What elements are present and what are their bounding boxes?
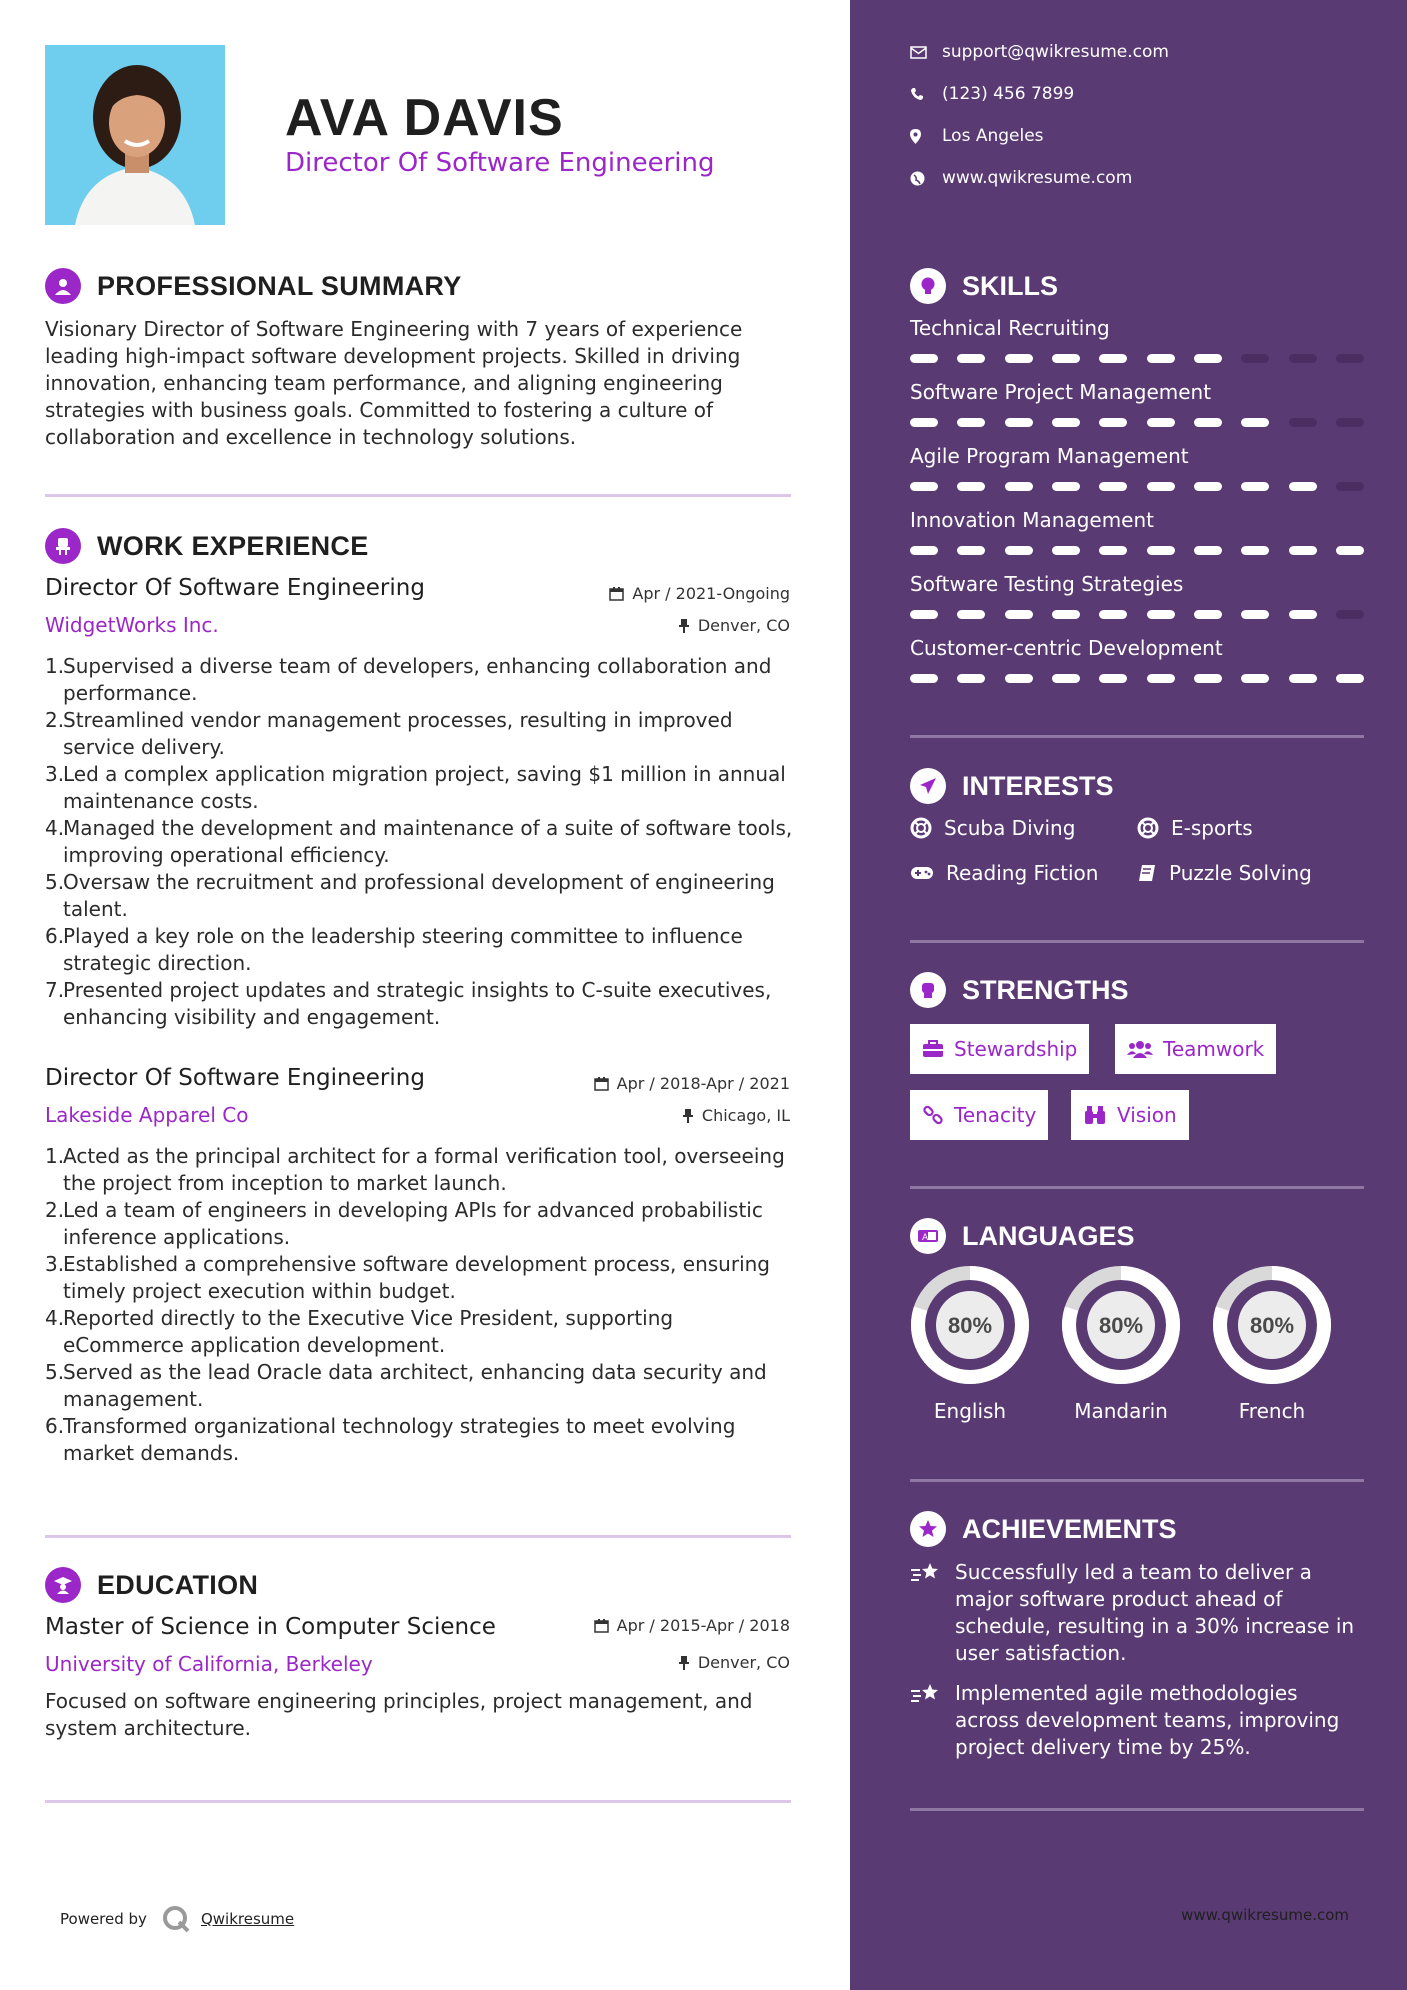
skill-level-dot bbox=[957, 482, 985, 491]
skill-level-dot bbox=[1052, 354, 1080, 363]
pin-icon bbox=[678, 1655, 690, 1670]
strength-badge: Tenacity bbox=[910, 1090, 1048, 1140]
skill-level-dot bbox=[1052, 482, 1080, 491]
powered-by-text: Powered by bbox=[60, 1910, 147, 1928]
skill-label: Innovation Management bbox=[910, 508, 1154, 532]
company-name: WidgetWorks Inc. bbox=[45, 613, 219, 637]
skill-level-dot bbox=[1241, 674, 1269, 683]
strengths-header bbox=[910, 972, 1129, 1008]
interests-heading: INTERESTS bbox=[962, 770, 1114, 801]
contact-email-text: support@qwikresume.com bbox=[942, 42, 1169, 62]
link-icon bbox=[922, 1104, 944, 1126]
list-item: 4. Reported directly to the Executive Vice President, supporting eCommerce application development. bbox=[45, 1306, 674, 1357]
skill-level-dot bbox=[1241, 610, 1269, 619]
skill-level-dot bbox=[1241, 418, 1269, 427]
school-name: University of California, Berkeley bbox=[45, 1652, 373, 1676]
skill-level-dot bbox=[1241, 354, 1269, 363]
language-percent: 80% bbox=[1249, 1313, 1295, 1338]
skill-level-dot bbox=[1289, 354, 1317, 363]
list-item: 3. Led a complex application migration project, saving $1 million in annual maintenance costs. bbox=[45, 762, 786, 813]
interest-item: Reading Fiction bbox=[910, 861, 1098, 885]
skill-level-dot bbox=[957, 418, 985, 427]
strength-badge: Stewardship bbox=[910, 1024, 1089, 1074]
shooting-star-icon bbox=[910, 1682, 942, 1706]
skill-label: Software Testing Strategies bbox=[910, 572, 1184, 596]
pin-icon bbox=[682, 1108, 694, 1123]
footer-site[interactable]: www.qwikresume.com bbox=[1181, 1906, 1349, 1924]
job-date-text: Apr / 2018-Apr / 2021 bbox=[616, 1074, 790, 1093]
skill-level-meter bbox=[910, 610, 1364, 619]
language-proficiency-ring bbox=[908, 1263, 1032, 1387]
list-item: 1. Acted as the principal architect for a formal verification tool, overseeing the project from inception to market launch. bbox=[45, 1144, 785, 1195]
job-location-text: Denver, CO bbox=[697, 616, 790, 635]
skill-item bbox=[910, 508, 1364, 555]
skill-level-dot bbox=[1336, 546, 1364, 555]
education-location-text: Denver, CO bbox=[697, 1653, 790, 1672]
divider bbox=[910, 735, 1364, 738]
skill-level-dot bbox=[1147, 482, 1175, 491]
contact-website-text: www.qwikresume.com bbox=[942, 168, 1133, 188]
skill-level-dot bbox=[1336, 674, 1364, 683]
language-percent: 80% bbox=[1098, 1313, 1144, 1338]
skill-level-dot bbox=[1099, 674, 1127, 683]
skill-level-dot bbox=[1194, 610, 1222, 619]
language-item bbox=[1210, 1263, 1334, 1423]
skill-level-dot bbox=[1005, 482, 1033, 491]
skill-level-dot bbox=[1194, 674, 1222, 683]
list-item: 2. Streamlined vendor management processes, resulting in improved service delivery. bbox=[45, 708, 733, 759]
skill-level-dot bbox=[1052, 418, 1080, 427]
skill-item bbox=[910, 380, 1364, 427]
job-location bbox=[678, 616, 790, 635]
envelope-icon bbox=[910, 46, 927, 59]
language-item bbox=[908, 1263, 1032, 1423]
interest-item: Puzzle Solving bbox=[1137, 861, 1312, 885]
language-proficiency-ring bbox=[1059, 1263, 1183, 1387]
skills-header bbox=[910, 268, 1058, 304]
shooting-star-icon bbox=[910, 1561, 942, 1585]
education-date-text: Apr / 2015-Apr / 2018 bbox=[616, 1616, 790, 1635]
skill-level-dot bbox=[1336, 418, 1364, 427]
powered-by bbox=[60, 1904, 294, 1934]
interests-header bbox=[910, 768, 1114, 804]
sidebar bbox=[850, 0, 1407, 1990]
skill-item bbox=[910, 636, 1364, 683]
skill-item bbox=[910, 316, 1364, 363]
divider bbox=[910, 1479, 1364, 1482]
list-item: 2. Led a team of engineers in developing APIs for advanced probabilistic inference applications. bbox=[45, 1198, 763, 1249]
job-location-text: Chicago, IL bbox=[701, 1106, 790, 1125]
skill-level-dot bbox=[1194, 546, 1222, 555]
skill-level-dot bbox=[1099, 610, 1127, 619]
life-ring-icon bbox=[910, 817, 932, 839]
interest-item: Scuba Diving bbox=[910, 816, 1075, 840]
language-label: Mandarin bbox=[1074, 1399, 1168, 1423]
skill-label: Technical Recruiting bbox=[910, 316, 1110, 340]
fist-icon bbox=[910, 972, 946, 1008]
strengths-heading: STRENGTHS bbox=[962, 974, 1129, 1005]
divider bbox=[45, 1800, 791, 1803]
skill-level-dot bbox=[1099, 546, 1127, 555]
list-item: 6. Transformed organizational technology strategies to meet evolving market demands. bbox=[45, 1414, 736, 1465]
skill-level-dot bbox=[1194, 354, 1222, 363]
skill-level-dot bbox=[1194, 482, 1222, 491]
divider bbox=[45, 494, 791, 497]
life-ring-icon bbox=[1137, 817, 1159, 839]
achievements-header bbox=[910, 1511, 1177, 1547]
profile-photo bbox=[45, 45, 225, 225]
users-icon bbox=[1127, 1040, 1153, 1058]
skill-level-dot bbox=[1147, 418, 1175, 427]
language-proficiency-ring bbox=[1210, 1263, 1334, 1387]
strength-badge: Teamwork bbox=[1115, 1024, 1276, 1074]
contact-phone-text: (123) 456 7899 bbox=[942, 84, 1075, 104]
qwikresume-logo-icon bbox=[161, 1904, 191, 1934]
language-label: French bbox=[1238, 1399, 1306, 1423]
skill-level-dot bbox=[1052, 610, 1080, 619]
skill-level-dot bbox=[1336, 610, 1364, 619]
skill-level-dot bbox=[1289, 674, 1317, 683]
skill-level-dot bbox=[1289, 610, 1317, 619]
company-name: Lakeside Apparel Co bbox=[45, 1103, 249, 1127]
skill-level-dot bbox=[910, 546, 938, 555]
skill-level-dot bbox=[957, 674, 985, 683]
gamepad-icon bbox=[910, 865, 934, 881]
achievements-heading: ACHIEVEMENTS bbox=[962, 1513, 1177, 1544]
contact-phone[interactable] bbox=[910, 84, 1074, 104]
degree: Master of Science in Computer Science bbox=[45, 1614, 496, 1640]
languages-heading: LANGUAGES bbox=[962, 1220, 1135, 1251]
skill-level-dot bbox=[1099, 482, 1127, 491]
education-header bbox=[45, 1567, 258, 1603]
list-item: 7. Presented project updates and strategic insights to C-suite executives, enhancing visibility and engagement. bbox=[45, 978, 772, 1029]
skill-level-dot bbox=[1005, 546, 1033, 555]
interest-item: E-sports bbox=[1137, 816, 1253, 840]
list-item: 5. Served as the lead Oracle data architect, enhancing data security and management. bbox=[45, 1360, 767, 1411]
education-heading: EDUCATION bbox=[97, 1569, 259, 1600]
skill-level-meter bbox=[910, 418, 1364, 427]
skill-item bbox=[910, 444, 1364, 491]
skill-level-dot bbox=[1194, 418, 1222, 427]
skill-label: Customer-centric Development bbox=[910, 636, 1223, 660]
job-duties bbox=[45, 1143, 795, 1467]
skill-level-dot bbox=[1052, 546, 1080, 555]
paper-plane-icon bbox=[910, 768, 946, 804]
job-title: Director Of Software Engineering bbox=[45, 1065, 425, 1091]
language-icon bbox=[910, 1218, 946, 1254]
skill-label: Software Project Management bbox=[910, 380, 1212, 404]
candidate-name: AVA DAVIS bbox=[285, 89, 564, 147]
briefcase-icon bbox=[922, 1040, 944, 1058]
summary-text: Visionary Director of Software Engineering with 7 years of experience leading high-impact software development projects. Skilled in driving innovation, enhancing team performance, and aligning engineering strategies with business goals. Committed to fostering a culture of collaboration and excellence in technology solutions. bbox=[45, 317, 743, 449]
graduate-icon bbox=[45, 1567, 81, 1603]
languages-header bbox=[910, 1218, 1135, 1254]
skill-level-dot bbox=[910, 418, 938, 427]
achievement-item: Implemented agile methodologies across development teams, improving project delivery time by 25%. bbox=[910, 1680, 1364, 1761]
divider bbox=[910, 940, 1364, 943]
lightbulb-icon bbox=[910, 268, 946, 304]
skill-level-dot bbox=[1336, 482, 1364, 491]
contact-email[interactable] bbox=[910, 42, 1169, 62]
skill-level-dot bbox=[910, 674, 938, 683]
calendar-icon bbox=[594, 1618, 609, 1633]
divider bbox=[910, 1808, 1364, 1811]
skill-level-dot bbox=[1336, 354, 1364, 363]
skill-level-dot bbox=[1147, 354, 1175, 363]
skill-level-meter bbox=[910, 482, 1364, 491]
job-title: Director Of Software Engineering bbox=[45, 575, 425, 601]
calendar-icon bbox=[609, 586, 624, 601]
skill-level-dot bbox=[910, 610, 938, 619]
list-item: 5. Oversaw the recruitment and professional development of engineering talent. bbox=[45, 870, 775, 921]
contact-website[interactable] bbox=[910, 168, 1132, 188]
education-description: Focused on software engineering principles, project management, and system architecture. bbox=[45, 1689, 753, 1740]
skill-level-dot bbox=[1289, 546, 1317, 555]
job-duties bbox=[45, 653, 795, 1031]
strength-badge: Vision bbox=[1071, 1090, 1189, 1140]
skill-label: Agile Program Management bbox=[910, 444, 1189, 468]
globe-icon bbox=[910, 171, 925, 186]
candidate-title: Director Of Software Engineering bbox=[285, 148, 715, 178]
contact-location bbox=[910, 126, 1044, 146]
skill-level-dot bbox=[1289, 418, 1317, 427]
skill-level-dot bbox=[910, 354, 938, 363]
phone-icon bbox=[910, 87, 924, 101]
summary-header bbox=[45, 268, 462, 304]
skill-level-meter bbox=[910, 546, 1364, 555]
contact-location-text: Los Angeles bbox=[942, 126, 1044, 146]
skill-level-dot bbox=[1005, 354, 1033, 363]
skill-level-meter bbox=[910, 354, 1364, 363]
map-marker-icon bbox=[910, 129, 921, 144]
skill-level-dot bbox=[1052, 674, 1080, 683]
skill-level-dot bbox=[957, 546, 985, 555]
language-label: English bbox=[933, 1399, 1007, 1423]
job-date bbox=[609, 584, 790, 603]
skill-level-dot bbox=[1147, 546, 1175, 555]
skill-level-dot bbox=[1099, 418, 1127, 427]
divider bbox=[45, 1535, 791, 1538]
skill-level-dot bbox=[1147, 674, 1175, 683]
qwikresume-link[interactable]: Qwikresume bbox=[200, 1910, 295, 1928]
job-location bbox=[682, 1106, 790, 1125]
chair-icon bbox=[45, 528, 81, 564]
skill-level-dot bbox=[1005, 610, 1033, 619]
book-icon bbox=[1137, 863, 1157, 883]
skills-heading: SKILLS bbox=[962, 270, 1059, 301]
language-percent: 80% bbox=[947, 1313, 993, 1338]
divider bbox=[910, 1186, 1364, 1189]
calendar-icon bbox=[594, 1076, 609, 1091]
star-icon bbox=[910, 1511, 946, 1547]
skill-level-dot bbox=[1241, 546, 1269, 555]
skill-level-dot bbox=[1289, 482, 1317, 491]
experience-header bbox=[45, 528, 369, 564]
achievement-item: Successfully led a team to deliver a major software product ahead of schedule, resulting in a 30% increase in user satisfaction. bbox=[910, 1559, 1364, 1667]
svg-text:A: A bbox=[922, 1233, 929, 1243]
experience-heading: WORK EXPERIENCE bbox=[97, 530, 369, 561]
binoculars-icon bbox=[1083, 1105, 1107, 1125]
education-location bbox=[678, 1653, 790, 1672]
skill-level-dot bbox=[1005, 418, 1033, 427]
education-date bbox=[594, 1616, 790, 1635]
skill-level-dot bbox=[1005, 674, 1033, 683]
list-item: 1. Supervised a diverse team of developers, enhancing collaboration and performance. bbox=[45, 654, 772, 705]
job-date bbox=[594, 1074, 790, 1093]
skill-level-dot bbox=[1099, 354, 1127, 363]
skill-level-dot bbox=[957, 610, 985, 619]
summary-heading: PROFESSIONAL SUMMARY bbox=[97, 270, 462, 301]
skill-level-dot bbox=[1241, 482, 1269, 491]
skill-item bbox=[910, 572, 1364, 619]
skill-level-dot bbox=[1147, 610, 1175, 619]
list-item: 4. Managed the development and maintenance of a suite of software tools, improving operational efficiency. bbox=[45, 816, 793, 867]
pin-icon bbox=[678, 618, 690, 633]
list-item: 6. Played a key role on the leadership steering committee to influence strategic direction. bbox=[45, 924, 743, 975]
user-icon bbox=[45, 268, 81, 304]
skill-level-dot bbox=[910, 482, 938, 491]
skill-level-dot bbox=[957, 354, 985, 363]
skill-level-meter bbox=[910, 674, 1364, 683]
language-item bbox=[1059, 1263, 1183, 1423]
list-item: 3. Established a comprehensive software development process, ensuring timely project execution within budget. bbox=[45, 1252, 770, 1303]
job-date-text: Apr / 2021-Ongoing bbox=[632, 584, 790, 603]
